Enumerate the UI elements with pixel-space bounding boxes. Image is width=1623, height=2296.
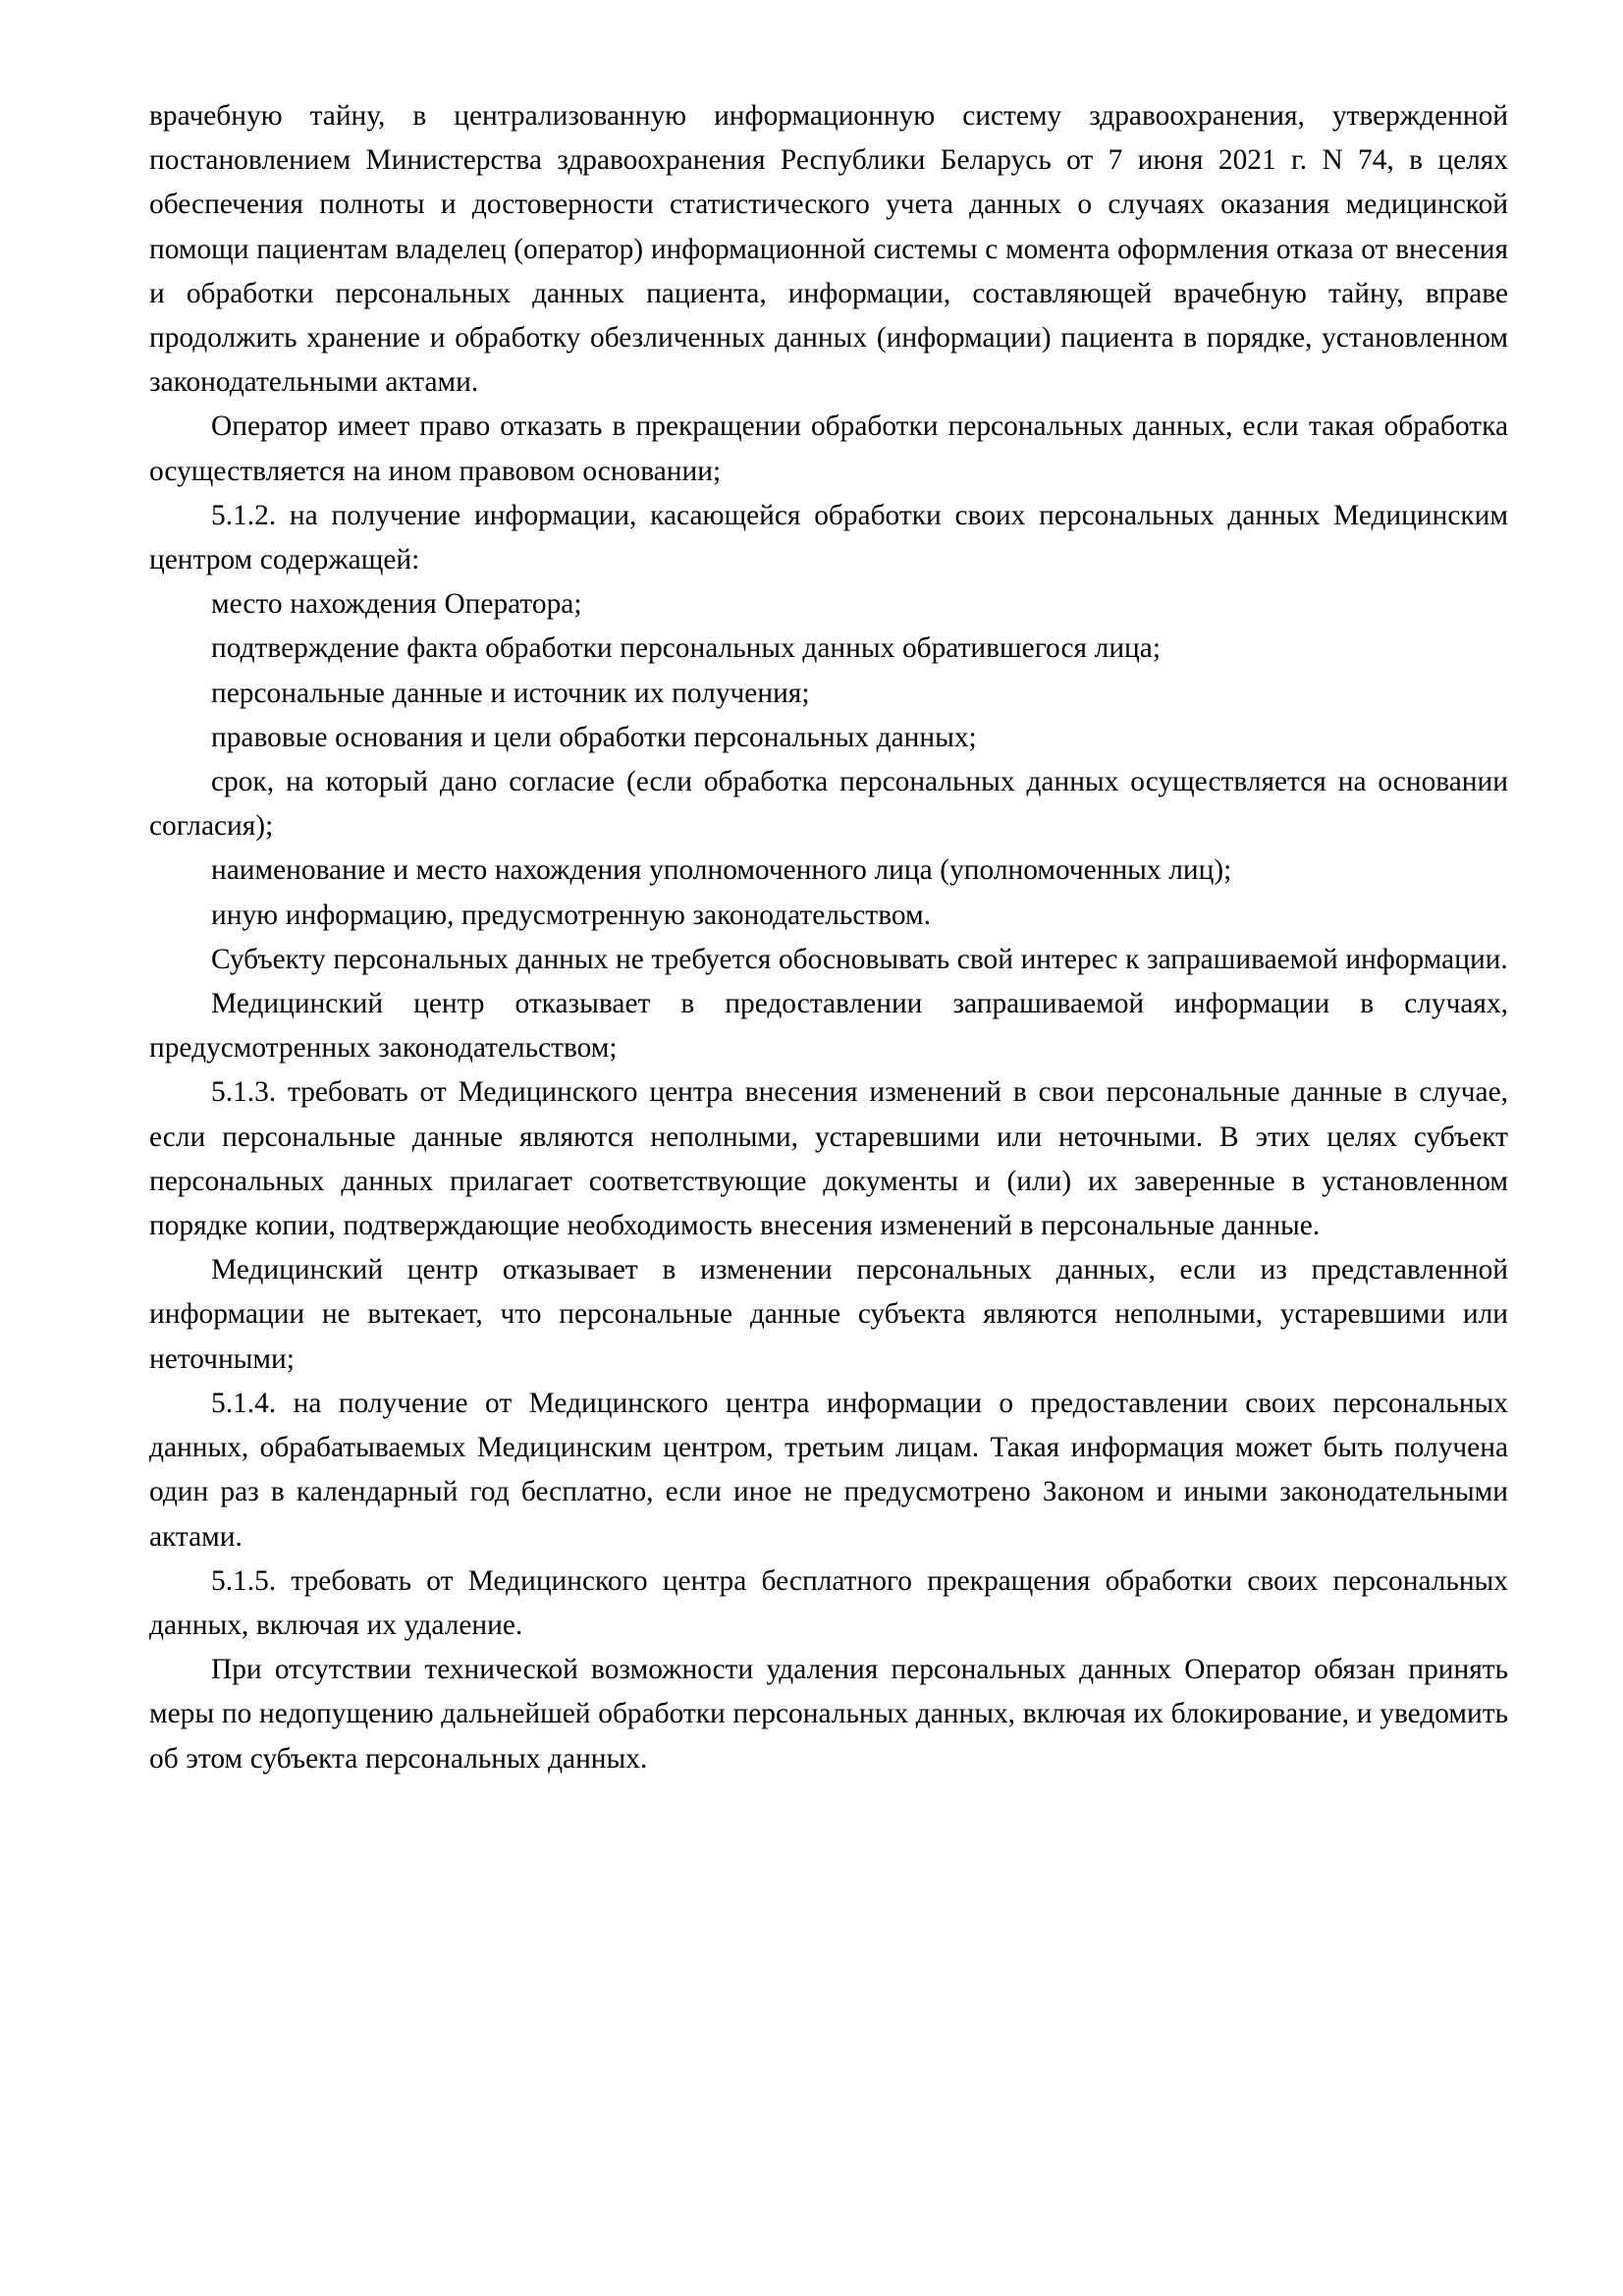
clause-5-1-3: 5.1.3. требовать от Медицинского центра внесения изменений в свои персональные данные в случае, если персональные данные являются неполными, устаревшими или неточными. В этих целях субъект персональных данных прилагает соответствующие документы и (или) их заверенные в установленном порядке копии, подтверждающие необходимость внесения изменений в персональные данные. bbox=[149, 1076, 1508, 1242]
paragraph-continuation: врачебную тайну, в централизованную информационную систему здравоохранения, утвержденной постановлением Министерства здравоохранения Республики Беларусь от 7 июня 2021 г. N 74, в целях обеспечения полноты и достоверности статистического учета данных о случаях оказания медицинской помощи пациентам владелец (оператор) информационной системы с момента оформления отказа от внесения и обработки персональных данных пациента, информации, составляющей врачебную тайну, вправе продолжить хранение и обработку обезличенных данных (информации) пациента в порядке, установленном законодательными актами. bbox=[149, 100, 1508, 399]
list-item: персональные данные и источник их получения; bbox=[211, 677, 810, 709]
paragraph: При отсутствии технической возможности удаления персональных данных Оператор обязан принять меры по недопущению дальнейшей обработки персональных данных, включая их блокирование, и уведомить об этом субъекта персональных данных. bbox=[149, 1654, 1508, 1775]
paragraph: Субъекту персональных данных не требуется обосновывать свой интерес к запрашиваемой информации. bbox=[211, 943, 1508, 975]
list-item: подтверждение факта обработки персональных данных обратившегося лица; bbox=[211, 632, 1161, 665]
list-item: срок, на который дано согласие (если обработка персональных данных осуществляется на основании согласия); bbox=[149, 766, 1508, 843]
clause-5-1-5: 5.1.5. требовать от Медицинского центра бесплатного прекращения обработки своих персональных данных, включая их удаление. bbox=[149, 1564, 1508, 1641]
paragraph: Медицинский центр отказывает в предоставлении запрашиваемой информации в случаях, предусмотренных законодательством; bbox=[149, 988, 1508, 1065]
list-item: наименование и место нахождения уполномоченного лица (уполномоченных лиц); bbox=[211, 854, 1232, 887]
list-item: иную информацию, предусмотренную законодательством. bbox=[211, 899, 931, 931]
clause-5-1-4: 5.1.4. на получение от Медицинского центра информации о предоставлении своих персональных данных, обрабатываемых Медицинским центром, третьим лицам. Такая информация может быть получена один раз в календарный год бесплатно, если иное не предусмотрено Законом и иными законодательными актами. bbox=[149, 1387, 1508, 1553]
paragraph: Медицинский центр отказывает в изменении персональных данных, если из представленной информации не вытекает, что персональные данные субъекта являются неполными, устаревшими или неточными; bbox=[149, 1254, 1508, 1375]
document-body-text bbox=[149, 94, 1508, 1781]
list-item: правовые основания и цели обработки персональных данных; bbox=[211, 721, 977, 753]
clause-5-1-2: 5.1.2. на получение информации, касающейся обработки своих персональных данных Медицинским центром содержащей: bbox=[149, 499, 1508, 576]
list-item: место нахождения Оператора; bbox=[211, 588, 582, 621]
paragraph: Оператор имеет право отказать в прекращении обработки персональных данных, если такая обработка осуществляется на ином правовом основании; bbox=[149, 410, 1508, 487]
